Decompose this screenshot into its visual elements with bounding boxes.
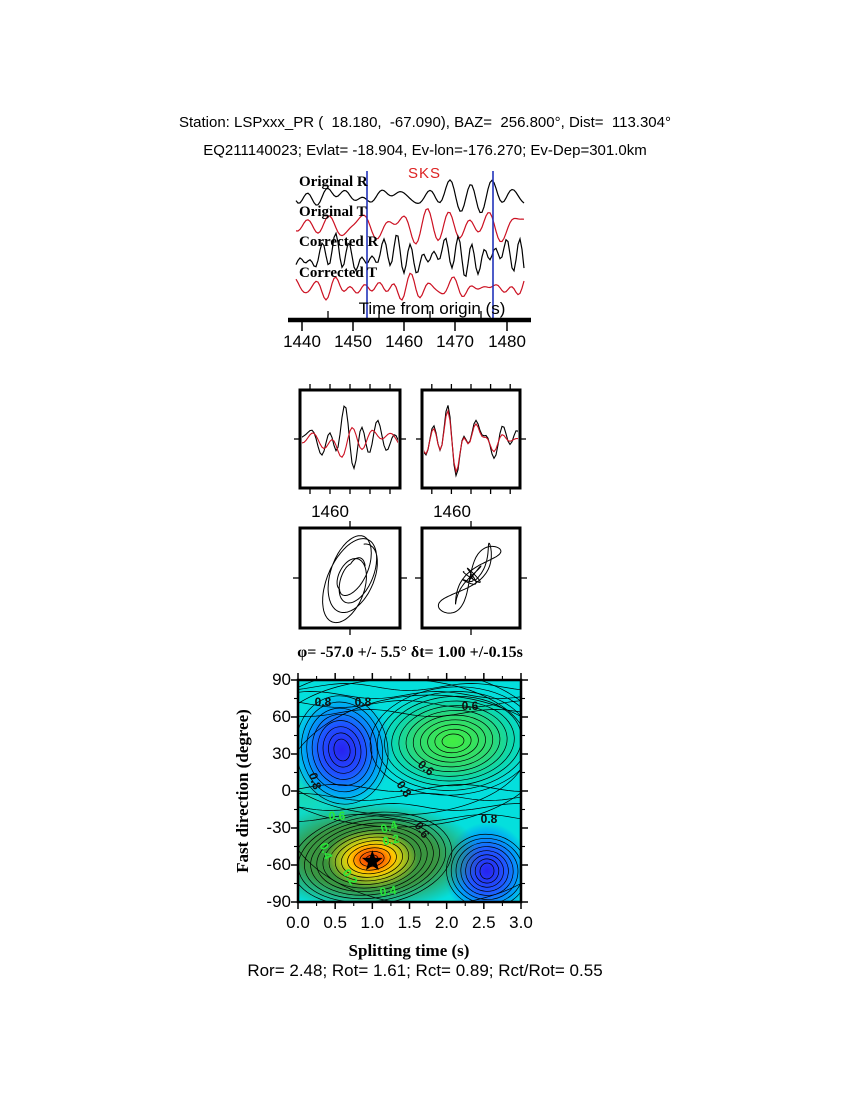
contour-line — [448, 835, 526, 907]
time-tick-label: 1450 — [334, 332, 372, 351]
contour-annotation: 0.2 — [381, 831, 401, 849]
contour-x-axis-title: Splitting time (s) — [348, 941, 470, 960]
contour-annotation: 0.8 — [314, 695, 332, 709]
contour-annotation: 0.4 — [378, 817, 400, 837]
contour-x-tick-label: 1.5 — [397, 913, 422, 932]
trace-label-corrected-r: Corrected R — [299, 234, 379, 250]
event-info-line: EQ211140023; Evlat= -18.904, Ev-lon=-176.270; Ev-Dep=301.0km — [203, 142, 647, 159]
contour-line — [366, 681, 539, 800]
wave-black — [420, 405, 522, 475]
statistics-line: Ror= 2.48; Rot= 1.61; Rct= 0.89; Rct/Rot= 0.55 — [247, 961, 603, 980]
contour-line — [326, 731, 358, 770]
contour-line — [294, 696, 390, 805]
particle-motion-original — [323, 536, 378, 623]
wave-red — [420, 411, 522, 472]
contour-annotation: 0.2 — [339, 866, 361, 888]
wave-black — [298, 406, 402, 468]
particle-motion-corrected — [438, 543, 501, 613]
contour-y-tick-label: -30 — [266, 818, 291, 837]
particle-motion-curve-group — [438, 543, 501, 613]
contour-line — [332, 738, 352, 762]
trace-label-original-r: Original R — [299, 174, 368, 190]
time-tick-label: 1460 — [385, 332, 423, 351]
contour-line — [427, 723, 480, 759]
contour-y-tick-label: -90 — [266, 892, 291, 911]
trace-label-original-t: Original T — [299, 204, 367, 220]
contour-x-tick-label: 2.0 — [434, 913, 459, 932]
phase-label-sks: SKS — [408, 165, 442, 182]
station-info-line: Station: LSPxxx_PR ( 18.180, -67.090), BAZ= 256.800°, Dist= 113.304° — [178, 114, 671, 131]
contour-line — [287, 688, 396, 811]
contour-line — [298, 710, 520, 717]
contour-y-tick-label: -60 — [266, 855, 291, 874]
contour-x-tick-label: 0.5 — [323, 913, 347, 932]
contour-annotation: 0.4 — [378, 882, 398, 900]
contour-x-tick-label: 0.0 — [286, 913, 310, 932]
contour-annotation: 0.6 — [461, 699, 479, 713]
contour-title: φ= -57.0 +/- 5.5° δt= 1.00 +/-0.15s — [297, 644, 523, 661]
time-axis-title: Time from origin (s) — [358, 299, 506, 318]
contour-line — [298, 684, 520, 691]
contour-line — [434, 728, 472, 754]
contour-y-tick-label: 0 — [281, 781, 291, 800]
contour-x-tick-label: 3.0 — [509, 913, 533, 932]
time-tick-label: 1440 — [283, 332, 321, 351]
contour-annotation: 0.4 — [316, 840, 336, 862]
contour-annotation: 0.6 — [328, 809, 346, 823]
contour-line — [442, 733, 465, 749]
contour-annotation: 0.6 — [411, 819, 433, 841]
wave-panel-left-tick-label: 1460 — [311, 502, 349, 521]
contour-line — [474, 858, 500, 885]
contour-annotation: 0.8 — [393, 778, 415, 800]
contour-x-tick-label: 2.5 — [472, 913, 496, 932]
trace-label-corrected-t: Corrected T — [299, 265, 378, 281]
time-tick-label: 1480 — [488, 332, 526, 351]
contour-line — [469, 853, 505, 889]
contour-y-tick-label: 60 — [272, 707, 291, 726]
contour-line — [319, 724, 364, 777]
wave-panel-right-tick-label: 1460 — [433, 502, 471, 521]
wave-panel-traces — [420, 405, 522, 475]
time-tick-label: 1470 — [436, 332, 474, 351]
particle-motion-curve-group — [323, 536, 378, 623]
contour-y-axis-title: Fast direction (degree) — [233, 709, 252, 873]
contour-y-tick-label: 30 — [272, 744, 291, 763]
contour-line — [453, 839, 521, 902]
contour-annotation: 0.6 — [415, 757, 437, 779]
contour-annotation: 0.8 — [354, 695, 372, 709]
contour-annotation: 0.8 — [305, 770, 325, 792]
wave-panel-traces — [298, 406, 402, 468]
particle-motion-box — [300, 528, 400, 628]
contour-annotation: 0.8 — [480, 812, 498, 826]
contour-y-tick-label: 90 — [272, 670, 291, 689]
contour-line — [479, 862, 495, 879]
contour-line — [248, 667, 548, 827]
contour-x-tick-label: 1.0 — [360, 913, 385, 932]
